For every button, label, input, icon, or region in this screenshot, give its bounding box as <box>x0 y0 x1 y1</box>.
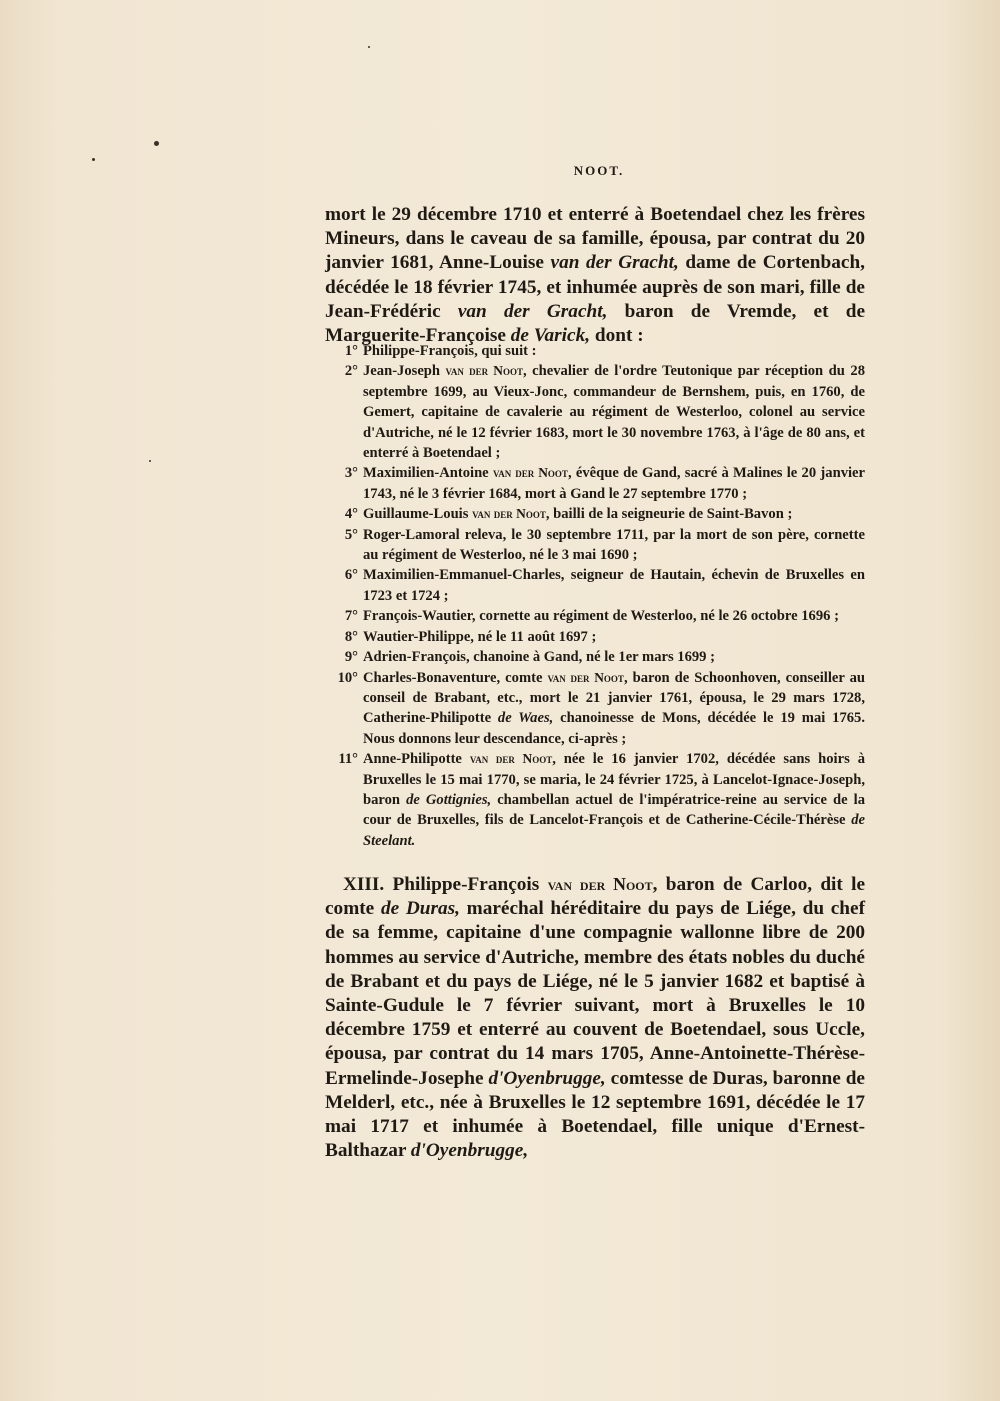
text-run: chambellan actuel de l'impératrice-reine au service de la cour de Bruxelles, fils de Lancelot-François et de Catherine-Cécile-Thérèse <box>363 791 865 829</box>
text-run: mort le 29 décembre 1710 et enterré à Boetendael chez les frères Mineurs, dans le caveau de sa famille, épousa, par contrat du 20 janvier 1681, Anne-Louise <box>325 204 865 274</box>
bottom-paragraph <box>325 872 865 1163</box>
text-run: Maximilien-Emmanuel-Charles, seigneur de Hautain, échevin de Bruxelles en 1723 et 1724 ; <box>363 567 865 604</box>
child-entry <box>325 504 865 524</box>
child-entry <box>325 749 865 851</box>
child-entry <box>325 525 865 566</box>
text-run: , baron de Schoonhoven, conseiller au conseil de Brabant, etc., mort le 21 janvier 1761, épousa, le 29 mars 1728, Catherine-Philipotte <box>363 669 865 727</box>
top-paragraph-block <box>325 203 865 348</box>
italic-name: de Duras, <box>380 898 460 920</box>
text-run: Anne-Philipotte <box>363 751 470 768</box>
entry-number: 6° <box>344 567 358 584</box>
entry-number: 4° <box>344 506 358 523</box>
text-run: , bailli de la seigneurie de Saint-Bavon ; <box>545 506 793 523</box>
text-run: Maximilien-Antoine <box>363 465 493 482</box>
children-list <box>325 341 865 851</box>
running-header <box>0 163 1000 179</box>
child-entry <box>325 341 865 361</box>
text-run: dame de Cortenbach, décédée le 18 février 1745, et inhumée auprès de son mari, fille de Jean-Frédéric <box>325 252 865 322</box>
text-run: chanoinesse de Mons, décédée le 19 mai 1765. Nous donnons leur descendance, ci-après ; <box>363 710 865 747</box>
child-entry <box>325 463 865 504</box>
child-entry <box>325 565 865 606</box>
entry-number: 5° <box>344 526 358 543</box>
text-run: , baron de Carloo, dit le comte <box>325 874 866 920</box>
text-run: Guillaume-Louis <box>363 506 473 523</box>
top-paragraph <box>325 203 865 348</box>
text-run: Philippe-François, qui suit : <box>363 343 537 359</box>
child-entry <box>325 668 865 750</box>
italic-name: van der Gracht, <box>457 300 608 322</box>
child-entry <box>325 647 865 667</box>
text-run: Jean-Joseph <box>363 363 446 380</box>
text-run: , chevalier de l'ordre Teutonique par réception du 28 septembre 1699, au Vieux-Jonc, commandeur de Bernshem, puis, en 1760, de Gemert, capitaine de cavalerie au régiment de Westerloo, colonel au service d'Autriche, né le 12 février 1683, mort le 30 novembre 1763, à l'âge de 80 ans, et enterré à Boetendael ; <box>363 363 866 462</box>
italic-name: de Varick, <box>510 325 591 347</box>
small-caps-name: van der Noot <box>547 874 653 894</box>
entry-number: 10° <box>337 669 358 686</box>
ink-speck <box>154 141 159 146</box>
small-caps-name: van der Noot <box>472 506 546 522</box>
italic-name: de Waes, <box>497 710 554 727</box>
child-entry <box>325 627 865 647</box>
text-run: Roger-Lamoral releva, le 30 septembre 1711, par la mort de son père, cornette au régiment de Westerloo, né le 3 mai 1690 ; <box>363 526 865 564</box>
text-run: Charles-Bonaventure, comte <box>363 669 548 686</box>
small-caps-name: van der Noot <box>445 363 524 379</box>
italic-name: van der Gracht, <box>550 252 679 274</box>
bottom-paragraph-block <box>325 872 865 1163</box>
ink-speck <box>149 460 151 462</box>
entry-number: 2° <box>344 363 358 380</box>
child-entry <box>325 361 865 463</box>
entry-number: 3° <box>344 465 358 482</box>
text-run: François-Wautier, cornette au régiment de Westerloo, né le 26 octobre 1696 ; <box>363 608 839 625</box>
italic-name: de Steelant. <box>363 812 865 849</box>
text-run: dont : <box>590 325 644 347</box>
text-run: Adrien-François, chanoine à Gand, né le 1er mars 1699 ; <box>363 649 715 666</box>
entry-number: 1° <box>344 343 358 359</box>
small-caps-name: van der Noot <box>547 669 624 685</box>
ink-speck <box>368 46 370 48</box>
italic-name: d'Oyenbrugge, <box>410 1140 529 1162</box>
entry-number: 9° <box>344 649 358 666</box>
text-run: XIII. Philippe-François <box>343 874 548 895</box>
italic-name: de Gottignies, <box>406 791 492 808</box>
text-run: baron de Vremde, et de Marguerite-Françoise <box>325 300 866 347</box>
ink-speck <box>92 158 95 161</box>
small-caps-name: van der Noot <box>492 465 568 481</box>
text-run: Wautier-Philippe, né le 11 août 1697 ; <box>363 628 597 645</box>
entry-number: 8° <box>344 628 358 645</box>
small-caps-name: van der Noot <box>469 751 553 767</box>
text-run: maréchal héréditaire du pays de Liége, du chef de sa femme, capitaine d'une compagnie wallonne libre de 200 hommes au service d'Autriche, membre des états nobles du duché de Brabant et du pays de Liége, né le 5 janvier 1682 et baptisé à Sainte-Gudule le 7 février suivant, mort à Bruxelles le 10 décembre 1759 et enterré au couvent de Boetendael, sous Uccle, épousa, par contrat du 14 mars 1705, Anne-Antoinette-Thérèse-Ermelinde-Josephe <box>325 898 865 1089</box>
italic-name: d'Oyenbrugge, <box>488 1067 606 1089</box>
text-run: , évêque de Gand, sacré à Malines le 20 janvier 1743, né le 3 février 1684, mort à Gand le 27 septembre 1770 ; <box>363 465 865 502</box>
child-entry <box>325 606 865 626</box>
entry-number: 11° <box>338 751 358 768</box>
text-run: , née le 16 janvier 1702, décédée sans hoirs à Bruxelles le 15 mai 1770, se maria, le 24 février 1725, à Lancelot-Ignace-Joseph, baron <box>363 751 865 808</box>
running-title: NOOT. <box>573 163 625 178</box>
text-run: comtesse de Duras, baronne de Melderl, etc., née à Bruxelles le 12 septembre 1691, décédée le 17 mai 1717 et inhumée à Boetendael, fille unique d'Ernest-Balthazar <box>325 1067 865 1162</box>
entry-number: 7° <box>344 608 358 625</box>
